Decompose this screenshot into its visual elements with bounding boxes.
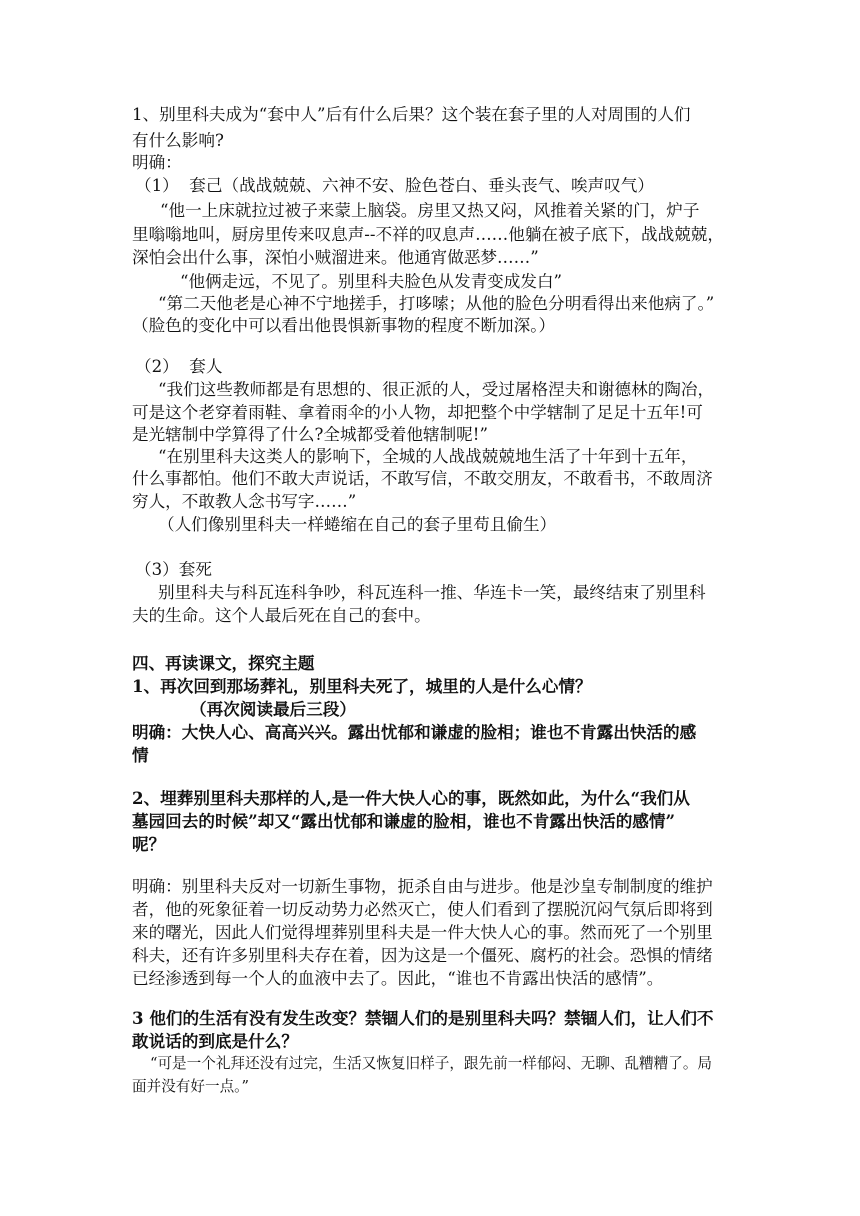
question-1-line-2: 有什么影响?	[132, 131, 224, 150]
section-4-question-3-line-1: 3 他们的生活有没有发生改变？禁锢人们的是别里科夫吗？禁锢人们，让人们不	[132, 1008, 714, 1028]
point-1-heading: （1） 套己（战战兢兢、六神不安、脸色苍白、垂头丧气、唉声叹气）	[135, 176, 654, 195]
point-2-quote-1-line-2: 可是这个老穿着雨鞋、拿着雨伞的小人物，却把整个中学辖制了足足十五年!可	[132, 403, 703, 422]
question-1-line-1: 1、别里科夫成为“套中人”后有什么后果？这个装在套子里的人对周围的人们	[132, 105, 691, 124]
section-4-question-3-line-2: 敢说话的到底是什么？	[132, 1031, 298, 1051]
point-2-quote-2-line-1: “在别里科夫这类人的影响下，全城的人战战兢兢地生活了十年到十五年，	[158, 447, 698, 466]
section-4-answer-2-line-3: 来的曙光，因此人们觉得埋葬别里科夫是一件大快人心的事。然而死了一个别里	[132, 923, 713, 942]
point-1-quote-2: “他俩走远，不见了。别里科夫脸色从发青变成发白”	[180, 272, 563, 291]
section-4-question-1: 1、再次回到那场葬礼，别里科夫死了，城里的人是什么心情？	[132, 676, 592, 696]
section-4-answer-2-line-1: 明确：别里科夫反对一切新生事物，扼杀自由与进步。他是沙皇专制制度的维护	[132, 877, 713, 896]
answer-label: 明确：	[132, 153, 182, 172]
section-4-answer-1-line-2: 情	[132, 745, 149, 765]
section-4-answer-3-line-2: 面并没有好一点。”	[132, 1078, 249, 1095]
section-4-question-2-line-1: 2、埋葬别里科夫那样的人,是一件大快人心的事，既然如此，为什么“我们从	[132, 788, 690, 808]
point-1-quote-3: “第二天他老是心神不宁地搓手，打哆嗦；从他的脸色分明看得出来他病了。”	[158, 294, 715, 313]
point-3-heading: （3）套死	[135, 560, 212, 579]
section-4-question-2-line-3: 呢？	[132, 834, 166, 854]
point-2-heading: （2） 套人	[135, 357, 223, 376]
point-3-line-1: 别里科夫与科瓦连科争吵，科瓦连科一推、华连卡一笑，最终结束了别里科	[158, 583, 706, 602]
point-2-quote-1-line-3: 是光辖制中学算得了什么?全城都受着他辖制呢!”	[132, 425, 488, 444]
section-4-answer-2-line-2: 者，他的死象征着一切反动势力必然灭亡，使人们看到了摆脱沉闷气氛后即将到	[132, 900, 713, 919]
point-3-line-2: 夫的生命。这个人最后死在自己的套中。	[132, 606, 431, 625]
point-1-quote-1-line-2: 里嗡嗡地叫，厨房里传来叹息声--不祥的叹息声……他躺在被子底下，战战兢兢，	[132, 225, 724, 244]
section-4-question-1-hint: （再次阅读最后三段）	[190, 699, 356, 719]
section-4-title: 四、再读课文，探究主题	[132, 653, 315, 673]
point-2-quote-2-line-2: 什么事都怕。他们不敢大声说话，不敢写信，不敢交朋友，不敢看书，不敢周济	[132, 469, 713, 488]
point-2-note: （人们像别里科夫一样蜷缩在自己的套子里苟且偷生）	[158, 515, 557, 534]
section-4-answer-2-line-5: 已经渗透到每一个人的血液中去了。因此，“谁也不肯露出快活的感情”。	[132, 969, 664, 988]
section-4-question-2-line-2: 墓园回去的时候”却又“露出忧郁和谦虚的脸相，谁也不肯露出快活的感情”	[132, 811, 676, 831]
section-4-answer-1-line-1: 明确：大快人心、高高兴兴。露出忧郁和谦虚的脸相；谁也不肯露出快活的感	[132, 722, 697, 742]
section-4-answer-3-line-1: “可是一个礼拜还没有过完，生活又恢复旧样子，跟先前一样郁闷、无聊、乱糟糟了。局	[150, 1055, 713, 1072]
point-1-note: （脸色的变化中可以看出他畏惧新事物的程度不断加深。）	[132, 316, 556, 335]
point-2-quote-1-line-1: “我们这些教师都是有思想的、很正派的人，受过屠格涅夫和谢德林的陶冶，	[158, 380, 715, 399]
point-2-quote-2-line-3: 穷人，不敢教人念书写字……”	[132, 492, 357, 511]
point-1-quote-1-line-3: 深怕会出什么事，深怕小贼溜进来。他通宵做恶梦……”	[132, 248, 539, 267]
point-1-quote-1-line-1: “他一上床就拉过被子来蒙上脑袋。房里又热又闷，风推着关紧的门，炉子	[160, 201, 700, 220]
section-4-answer-2-line-4: 科夫，还有许多别里科夫存在着，因为这是一个僵死、腐朽的社会。恐惧的情绪	[132, 946, 713, 965]
